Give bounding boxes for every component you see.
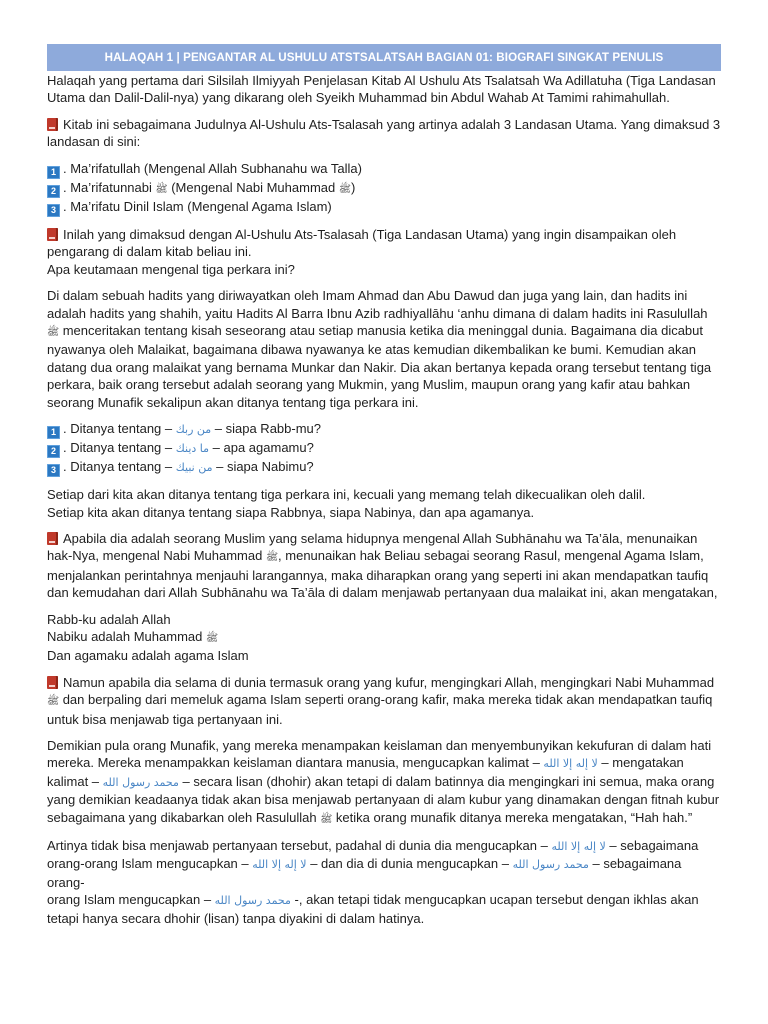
saw-icon: ﷺ [320,813,333,825]
arabic-text: محمد رسول الله [102,775,179,789]
paragraph-kufur: Namun apabila dia selama di dunia termasuk orang yang kufur, mengingkari Allah, mengingkari Nabi Muhammad ﷺ dan berpaling dari memeluk agama Islam seperti orang-orang kafir, maka mereka tidak akan mendapatkan taufiq untuk bisa menjawab tiga pertanyaan ini. [47,674,715,727]
text-line: Apa keutamaan mengenal tiga perkara ini? [47,261,295,277]
arabic-text: ما دينك [175,442,210,456]
text-line: pengarang di dalam kitab beliau ini. [47,244,252,260]
text-line: Kitab ini sebagaimana Judulnya Al-Ushulu Ats-Tsalasah yang artinya adalah 3 Landasan Utama. Yang dimaksud 3 [63,116,721,132]
arabic-text: محمد رسول الله [214,894,291,908]
saw-icon: ﷺ [47,696,60,708]
paragraph-ushulu [47,226,721,278]
saw-icon: ﷺ [155,183,168,195]
saw-icon: ﷺ [338,183,351,195]
document-page [47,44,721,936]
text-line: Utama dan Dalil-Dalil-nya) yang dikarang oleh Syeikh Muhammad bin Abdul Wahab At Tamimi rahimahullah. [47,90,670,106]
saw-icon: ﷺ [265,552,279,564]
intro-paragraph [47,72,721,107]
list-item: 2 . Ditanya tentang – ما دينك – apa agamamu? [47,439,721,458]
paragraph-hadits: Di dalam sebuah hadits yang diriwayatkan oleh Imam Ahmad dan Abu Dawud dan juga yang lain, dan hadits ini adalah hadits yang shahih, yaitu Hadits Al Barra Ibnu Azib radhiyallāhu ‘anhu dimana di dalam hadits ini Rasulullah ﷺ menceritakan tentang kisah seseorang atau setiap manusia ketika dia meninggal dunia. Bagaimana dia dicabut nyawanya oleh Malaikat, bagaimana dibawa nyawanya ke atas kemudian dikembalikan ke bumi. Kemudian akan datang dua orang malaikat yang bernama Munkar dan Nakir. Dia akan bertanya kepada orang tersebut tentang tiga perkara, baik orang tersebut adalah seorang yang Mukmin, yang Muslim, maupun orang yang kafir atau bahkan seorang Munafik sekalipun akan ditanya tentang tiga perkara ini. [47,288,712,410]
saw-icon: ﷺ [205,632,219,644]
book-icon [47,228,58,241]
arabic-text: محمد رسول الله [512,858,589,872]
arabic-text: لا إله إلا الله [551,840,606,853]
keycap-1-icon: 1 [47,426,60,439]
book-icon [47,676,58,689]
book-icon [47,118,58,131]
paragraph-artinya: Artinya tidak bisa menjawab pertanyaan tersebut, padahal di dunia dia mengucapkan – لا إله إلا الله – sebagaimana orang-orang Islam mengucapkan – لا إله إلا الله – dan dia di dunia mengucapkan – محمد رسول الله – sebagaimana orang- orang Islam mengucapkan – محمد رسول الله -, akan tetapi tidak mengucapkan ucapan tersebut dengan ikhlas akan tetapi hanya secara dhohir (lisan) tanpa diyakini di dalam hatinya. [47,838,699,926]
paragraph-munafik: Demikian pula orang Munafik, yang mereka menampakan keislaman dan menyembunyikan kekufuran di dalam hati mereka. Mereka menampakkan keislaman diantara manusia, mengucapkan kalimat – لا إله إلا الله – mengatakan kalimat – محمد رسول الله – secara lisan (dhohir) akan tetapi di dalam batinnya dia mengingkari ini semua, maka orang yang demikian keadaanya tidak akan bisa menjawab pertanyaan di alam kubur yang dinamakan dengan fitnah kubur sebagaimana yang dikabarkan oleh Rasulullah ﷺ ketika orang munafik ditanya mereka mengatakan, “Hah hah.” [47,737,720,825]
paragraph-setiap: Setiap dari kita akan ditanya tentang tiga perkara ini, kecuali yang memang telah dikecualikan oleh dalil. Setiap kita akan ditanya tentang siapa Rabbnya, siapa Nabinya, dan apa agamanya. [47,487,646,520]
keycap-3-icon: 3 [47,464,60,477]
arabic-text: من نبيك [175,461,213,475]
keycap-3-icon: 3 [47,204,60,217]
saw-icon: ﷺ [47,327,60,339]
arabic-text: لا إله إلا الله [252,858,307,872]
paragraph-muslim: Apabila dia adalah seorang Muslim yang selama hidupnya mengenal Allah Subhānahu wa Ta’āla, menunaikan hak-Nya, mengenal Nabi Muhammad ﷺ, menunaikan hak Beliau sebagai seorang Rasul, mengenal Agama Islam, menjalankan perintahnya menjauhi larangannya, maka diharapkan orang yang seperti ini akan mendapatkan taufiq dan kemudahan dari Allah Subhānahu wa Ta’āla di dalam menjawab pertanyaan dua malaikat ini, akan mengatakan, [47,530,718,601]
list-item: 3 . Ditanya tentang – من نبيك – siapa Nabimu? [47,458,721,477]
arabic-text: لا إله إلا الله [543,757,598,771]
text-line: landasan di sini: [47,134,141,150]
list-item: 2 . Ma’rifatunnabi ﷺ (Mengenal Nabi Muhammad ﷺ) [47,179,721,198]
arabic-text: من ربك [175,423,212,437]
list-item: 3 . Ma’rifatu Dinil Islam (Mengenal Agama Islam) [47,198,721,217]
keycap-2-icon: 2 [47,445,60,458]
book-icon [47,532,58,545]
list-tiga-landasan [47,160,721,217]
list-item: 1 . Ditanya tentang – من ربك – siapa Rabb-mu? [47,420,721,439]
keycap-2-icon: 2 [47,185,60,198]
paragraph-tiga-landasan [47,116,721,151]
list-pertanyaan [47,420,721,477]
paragraph-jawaban: Rabb-ku adalah Allah Nabiku adalah Muhammad ﷺ Dan agamaku adalah agama Islam [47,611,249,664]
text-line: Halaqah yang pertama dari Silsilah Ilmiyyah Penjelasan Kitab Al Ushulu Ats Tsalatsah Wa Adillatuha (Tiga Landasan [47,73,716,88]
page-title: HALAQAH 1 | PENGANTAR AL USHULU ATSTSALATSAH BAGIAN 01: BIOGRAFI SINGKAT PENULIS [47,44,721,71]
list-item: 1 . Ma’rifatullah (Mengenal Allah Subhanahu wa Talla) [47,160,721,179]
keycap-1-icon: 1 [47,166,60,179]
text-line: Inilah yang dimaksud dengan Al-Ushulu Ats-Tsalasah (Tiga Landasan Utama) yang ingin disampaikan oleh [63,227,677,243]
